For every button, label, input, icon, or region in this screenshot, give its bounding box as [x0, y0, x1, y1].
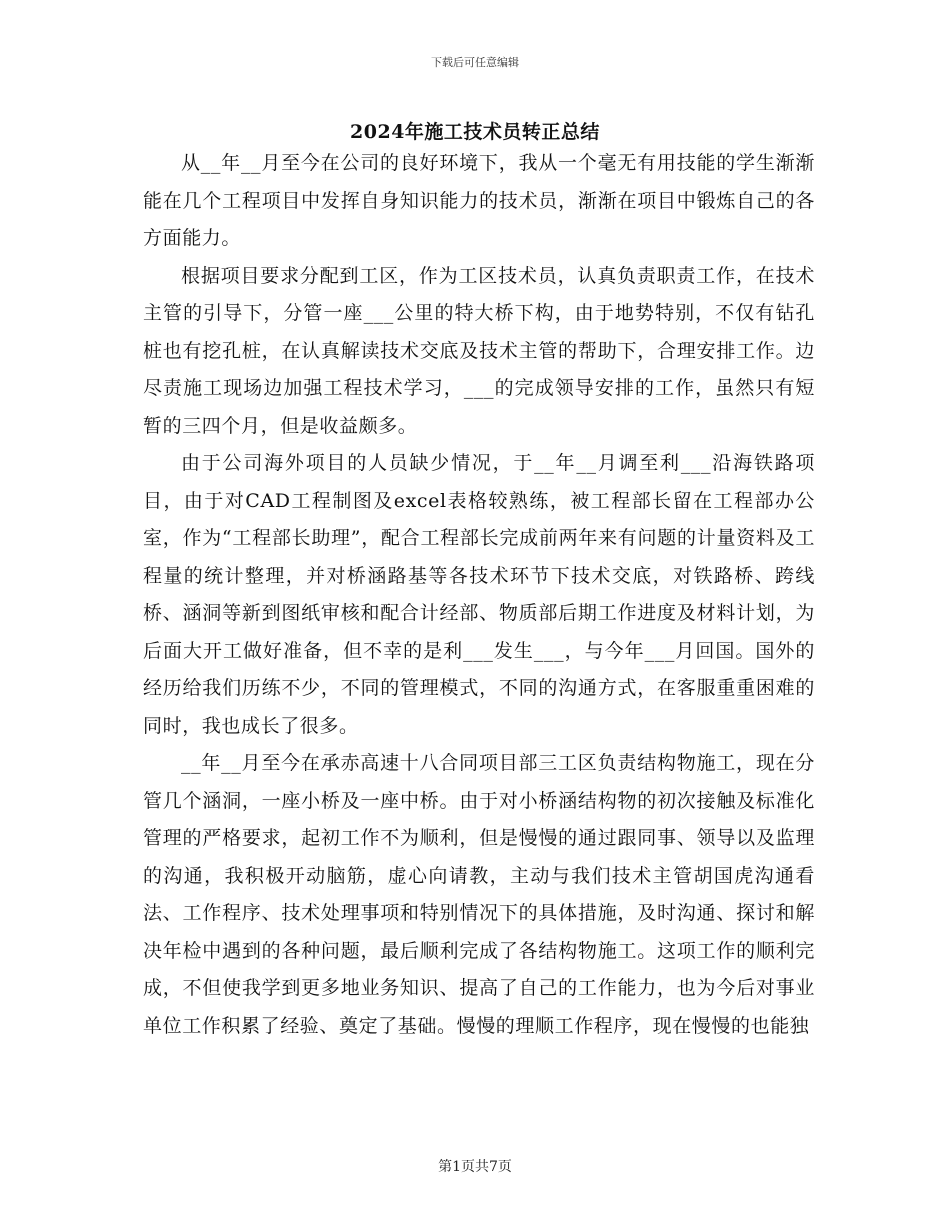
body-paragraph: 从__年__月至今在公司的良好环境下，我从一个毫无有用技能的学生渐渐能在几个工程项目中发挥自身知识能力的技术员，渐渐在项目中锻炼自己的各方面能力。	[143, 152, 815, 249]
body-paragraph: __年__月至今在承赤高速十八合同项目部三工区负责结构物施工，现在分管几个涵洞，一座小桥及一座中桥。由于对小桥涵结构物的初次接触及标准化管理的严格要求，起初工作不为顺利，但是慢慢的通过跟同事、领导以及监理的沟通，我积极开动脑筋，虚心向请教，主动与我们技术主管胡国虎沟通看法、工作程序、技术处理事项和特别情况下的具体措施，及时沟通、探讨和解决年检中遇到的各种问题，最后顺利完成了各结构物施工。这项工作的顺利完成，不但使我学到更多地业务知识、提高了自己的工作能力，也为今后对事业单位工作积累了经验、奠定了基础。慢慢的理顺工作程序，现在慢慢的也能独	[143, 752, 815, 1037]
page-header-note: 下载后可任意编辑	[431, 56, 519, 69]
body-paragraph: 根据项目要求分配到工区，作为工区技术员，认真负责职责工作，在技术主管的引导下，分管一座___公里的特大桥下构，由于地势特别，不仅有钻孔桩也有挖孔桩，在认真解读技术交底及技术主管的帮助下，合理安排工作。边尽责施工现场边加强工程技术学习，___的完成领导安排的工作，虽然只有短暂的三四个月，但是收益颇多。	[143, 264, 815, 437]
page-footer-number: 第1页共7页	[438, 1159, 512, 1175]
document-title: 2024年施工技术员转正总结	[350, 121, 600, 143]
document-body	[143, 145, 815, 1045]
body-paragraph: 由于公司海外项目的人员缺少情况，于__年__月调至利___沿海铁路项目，由于对CAD工程制图及excel表格较熟练，被工程部长留在工程部办公室，作为“工程部长助理”，配合工程部长完成前两年来有问题的计量资料及工程量的统计整理，并对桥涵路基等各技术环节下技术交底，对铁路桥、跨线桥、涵洞等新到图纸审核和配合计经部、物质部后期工作进度及材料计划，为后面大开工做好准备，但不幸的是利___发生___，与今年___月回国。国外的经历给我们历练不少，不同的管理模式，不同的沟通方式，在客服重重困难的同时，我也成长了很多。	[143, 452, 815, 737]
